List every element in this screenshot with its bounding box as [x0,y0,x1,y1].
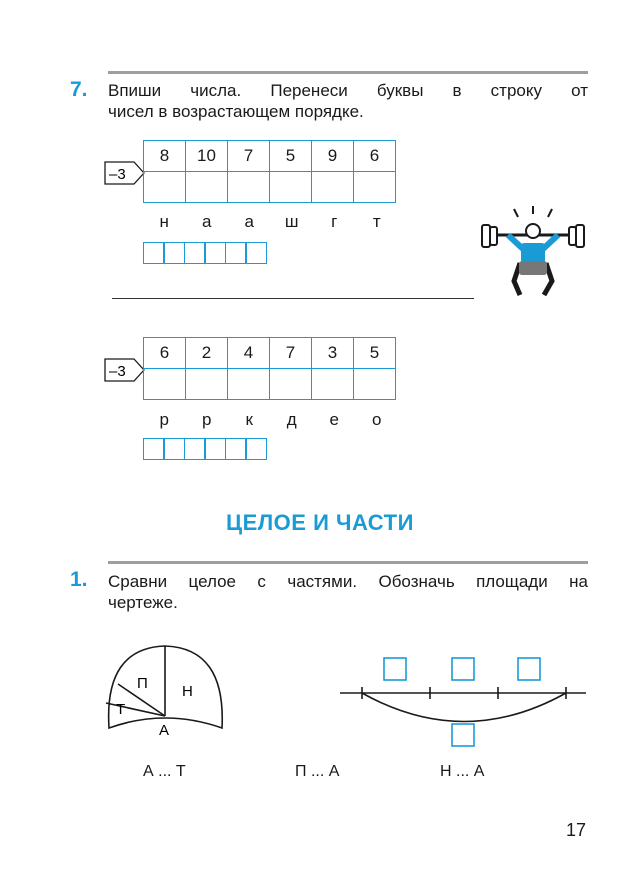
answer-cell[interactable] [186,172,228,203]
comparison-2: П ... А [295,763,340,780]
answer-box[interactable] [204,438,226,460]
answer-cell[interactable] [144,369,186,400]
operator-arrow-2 [104,355,148,385]
grid-cell: 3 [312,338,354,369]
answer-cell[interactable] [270,369,312,400]
answer-cell[interactable] [228,369,270,400]
letter: о [372,410,382,429]
task-1-text-line1: Сравни целое с частями. Обозначь площади на [108,572,588,591]
grid-cell: 5 [354,338,396,369]
effort-lines-icon [514,206,552,217]
answer-box[interactable] [245,242,267,264]
segment-box-3[interactable] [518,658,540,680]
answer-cell[interactable] [228,172,270,203]
letter: р [202,410,212,429]
segment-diagram [338,650,588,750]
grid-cell: 7 [270,338,312,369]
answer-box[interactable] [225,242,247,264]
comparison-3: Н ... А [440,763,485,780]
letter: а [202,212,212,231]
letter: д [286,410,297,429]
label-p: П [137,675,148,692]
answer-box[interactable] [245,438,267,460]
letters-row-2 [143,410,398,430]
number-grid-1 [143,140,396,203]
segment-box-total[interactable] [452,724,474,746]
answer-boxes-2 [143,438,265,460]
task-7-text-line1: Впиши числа. Перенеси буквы в строку от [108,81,588,100]
label-a: А [159,722,170,738]
operator-label-1: –3 [109,166,126,183]
letter: е [329,410,339,429]
letter: г [331,212,338,231]
number-grid-2 [143,337,396,400]
operator-label-2: –3 [109,363,126,380]
letter: а [244,212,254,231]
section-heading: ЦЕЛОЕ И ЧАСТИ [226,510,414,535]
answer-cell[interactable] [354,172,396,203]
answer-box[interactable] [184,438,206,460]
answer-cell[interactable] [270,172,312,203]
grid-cell: 2 [186,338,228,369]
grid-2-answer-row [144,369,396,400]
separator-line [112,298,474,299]
answer-cell[interactable] [144,172,186,203]
answer-box[interactable] [184,242,206,264]
letter: н [159,212,169,231]
page-number: 17 [566,820,587,840]
grid-cell: 6 [144,338,186,369]
grid-cell: 8 [144,141,186,172]
answer-box[interactable] [204,242,226,264]
grid-1-answer-row [144,172,396,203]
task-1-number: 1. [70,568,88,591]
letter: р [159,410,169,429]
task-1-rule [108,561,588,564]
dome-diagram [102,638,232,738]
answer-box[interactable] [163,242,185,264]
grid-cell: 10 [186,141,228,172]
operator-arrow-1 [104,158,148,188]
answer-cell[interactable] [354,369,396,400]
answer-boxes-1 [143,242,265,264]
grid-cell: 6 [354,141,396,172]
task-7-text-line2: чисел в возрастающем порядке. [108,102,364,121]
grid-cell: 5 [270,141,312,172]
grid-cell: 7 [228,141,270,172]
task-1-text-line2: чертеже. [108,593,178,612]
segment-box-2[interactable] [452,658,474,680]
answer-box[interactable] [225,438,247,460]
letters-row-1 [143,212,398,232]
letter: т [372,212,381,231]
answer-box[interactable] [143,242,165,264]
answer-box[interactable] [143,438,165,460]
segment-box-1[interactable] [384,658,406,680]
grid-cell: 9 [312,141,354,172]
top-rule [108,71,588,74]
answer-cell[interactable] [312,369,354,400]
task-7-number: 7. [70,78,88,101]
answer-box[interactable] [163,438,185,460]
answer-cell[interactable] [186,369,228,400]
answer-cell[interactable] [312,172,354,203]
grid-cell: 4 [228,338,270,369]
grid-1-numbers-row [144,141,396,172]
letter: ш [284,212,299,231]
weightlifter-illustration [478,205,588,300]
comparison-1: А ... Т [143,763,186,780]
letter: к [245,410,253,429]
grid-2-numbers-row [144,338,396,369]
label-n: Н [182,683,193,700]
label-t: Т [116,701,126,718]
